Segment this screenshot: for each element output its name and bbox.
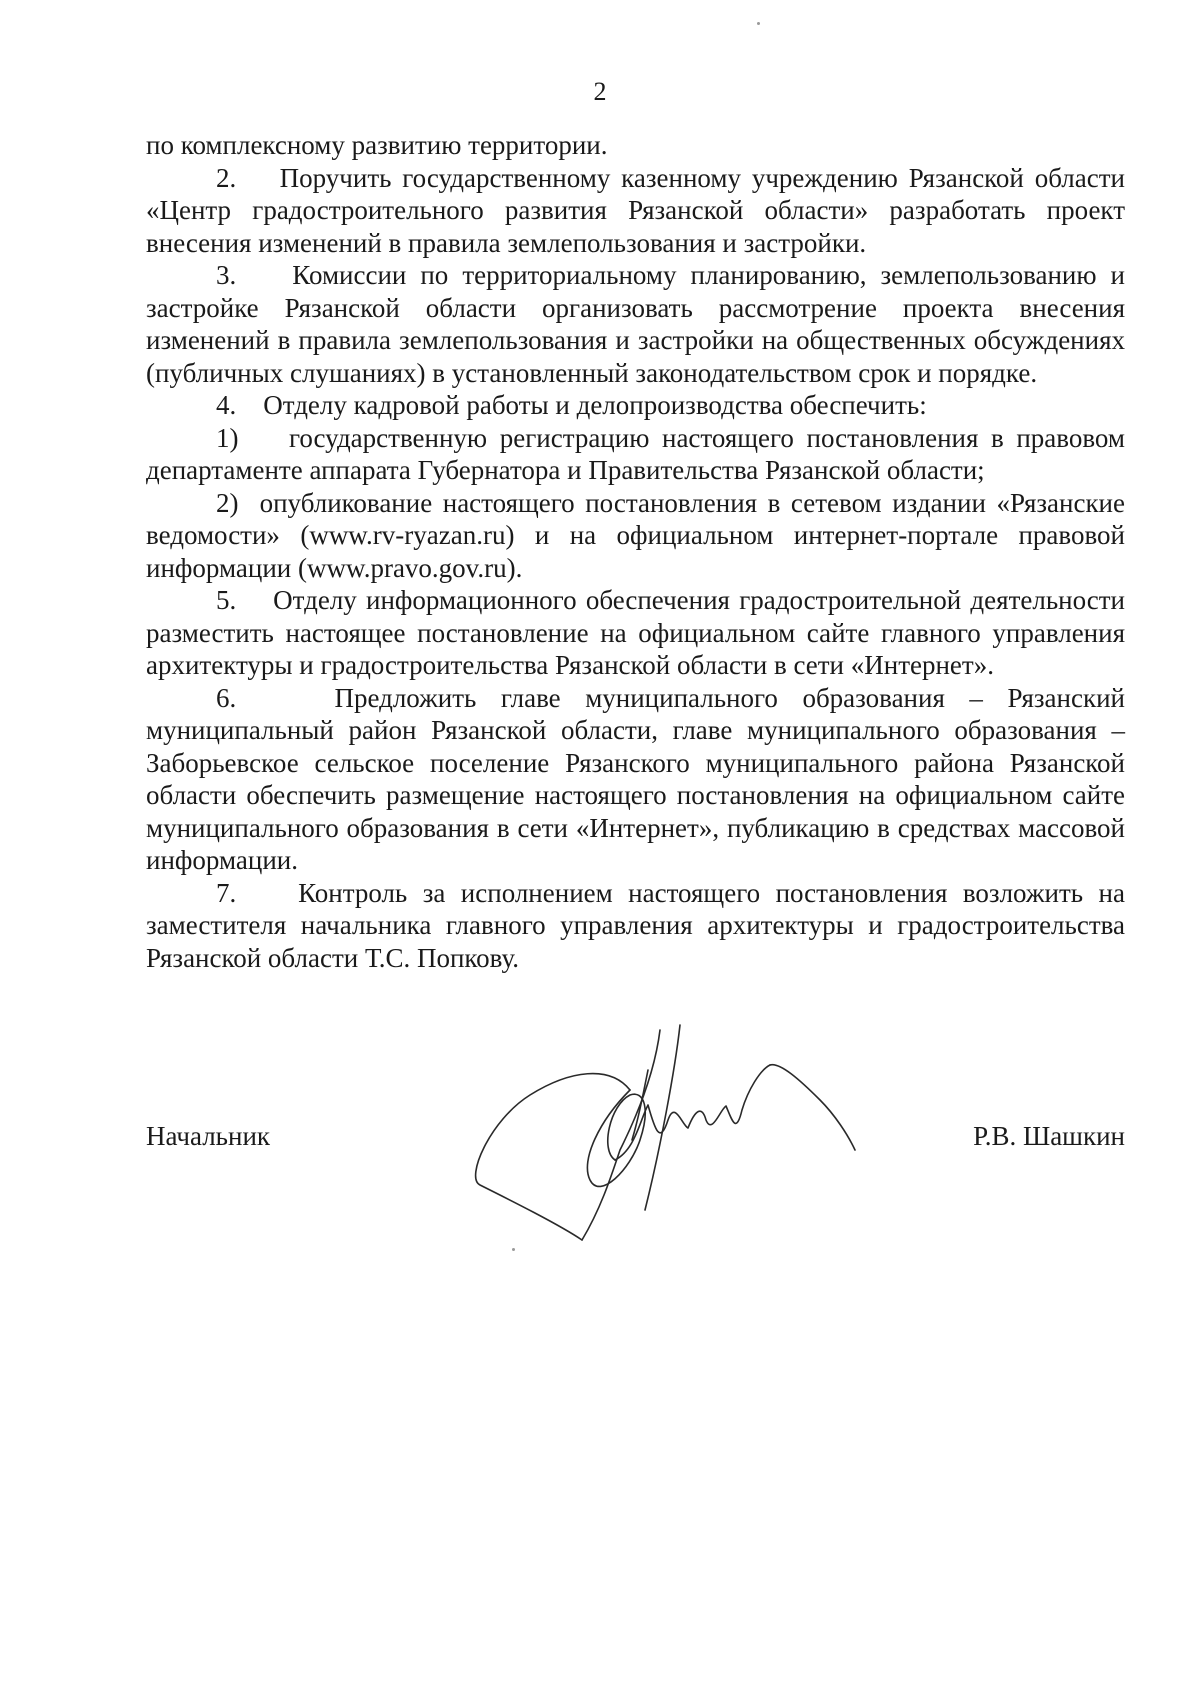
paragraph-item-3: 3. Комиссии по территориальному планированию, землепользованию и застройке Рязанской области организовать рассмотрение проекта внесения изменений в правила землепользования и застройки на общественных обсуждениях (публичных слушаниях) в установленный законодательством срок и порядке.	[146, 260, 1125, 388]
page-number: 2	[593, 77, 607, 106]
scan-speck	[512, 1248, 515, 1251]
signatory-title: Начальник	[146, 1121, 271, 1151]
paragraph-item-7: 7. Контроль за исполнением настоящего постановления возложить на заместителя начальника главного управления архитектуры и градостроительства Рязанской области Т.С. Попкову.	[146, 877, 1125, 973]
paragraph-item-2: 2. Поручить государственному казенному учреждению Рязанской области «Центр градостроительного развития Рязанской области» разработать проект внесения изменений в правила землепользования и застройки.	[146, 162, 1125, 258]
paragraph-subitem-1: 1) государственную регистрацию настоящего постановления в правовом департаменте аппарата Губернатора и Правительства Рязанской области;	[146, 422, 1125, 485]
paragraph-item-4: 4. Отделу кадровой работы и делопроизводства обеспечить:	[216, 390, 927, 420]
scan-speck	[757, 22, 760, 25]
signatory-name: Р.В. Шашкин	[973, 1121, 1125, 1151]
paragraph-continuation: по комплексному развитию территории.	[146, 130, 608, 160]
paragraph-subitem-2: 2) опубликование настоящего постановления в сетевом издании «Рязанские ведомости» (www.rv-ryazan.ru) и на официальном интернет-портале правовой информации (www.pravo.gov.ru).	[146, 487, 1125, 583]
paragraph-item-5: 5. Отделу информационного обеспечения градостроительной деятельности разместить настоящее постановление на официальном сайте главного управления архитектуры и градостроительства Рязанской области в сети «Интернет».	[146, 585, 1125, 680]
paragraph-item-6: 6. Предложить главе муниципального образования – Рязанский муниципальный район Рязанской области, главе муниципального образования – Заборьевское сельское поселение Рязанского муниципального района Рязанской области обеспечить размещение настоящего постановления на официальном сайте муниципального образования в сети «Интернет», публикацию в средствах массовой информации.	[146, 682, 1125, 875]
document-body	[146, 129, 1125, 974]
handwritten-signature	[470, 1010, 870, 1260]
